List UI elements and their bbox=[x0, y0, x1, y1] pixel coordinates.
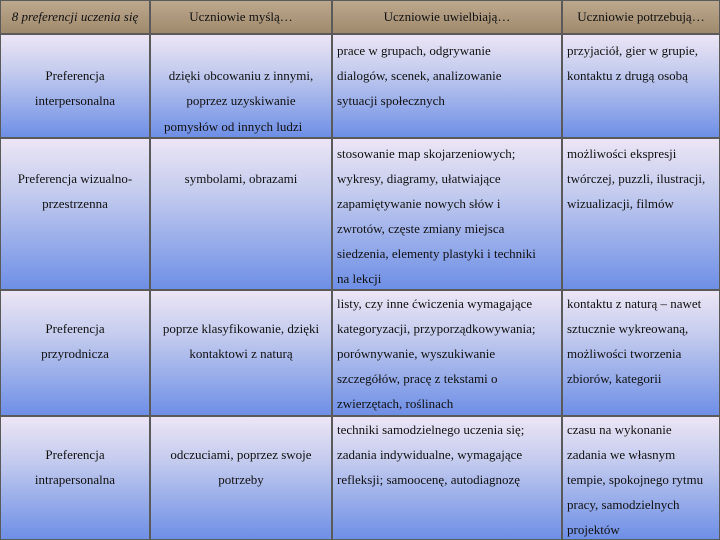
cell-line: techniki samodzielnego uczenia się; bbox=[337, 422, 525, 437]
cell-line: tempie, spokojnego rytmu bbox=[567, 472, 704, 487]
row-intrapersonal-love bbox=[332, 416, 562, 540]
cell-line: zbiorów, kategorii bbox=[567, 371, 662, 386]
cell-line: wykresy, diagramy, ułatwiające bbox=[337, 171, 501, 186]
cell-line: sztucznie wykreowaną, bbox=[567, 321, 689, 336]
row-intrapersonal-name bbox=[0, 416, 150, 540]
cell-line: zadania indywidualne, wymagające bbox=[337, 447, 523, 462]
cell-line: porównywanie, wyszukiwanie bbox=[337, 346, 496, 361]
cell-line: przyrodnicza bbox=[41, 346, 109, 361]
cell-line: stosowanie map skojarzeniowych; bbox=[337, 146, 516, 161]
header-label: Uczniowie myślą… bbox=[189, 9, 293, 24]
cell-line: Preferencja wizualno- bbox=[17, 171, 133, 186]
row-visual-spatial-think bbox=[150, 138, 332, 290]
header-cell-think bbox=[150, 0, 332, 34]
cell-line: odczuciami, poprzez swoje bbox=[170, 447, 312, 462]
header-label: Uczniowie potrzebują… bbox=[577, 9, 705, 24]
cell-line: możliwości ekspresji bbox=[567, 146, 677, 161]
cell-line: siedzenia, elementy plastyki i techniki bbox=[337, 246, 536, 261]
cell-line: twórczej, puzzli, ilustracji, bbox=[567, 171, 706, 186]
row-visual-spatial-need bbox=[562, 138, 720, 290]
cell-line: poprze klasyfikowanie, dzięki bbox=[162, 321, 320, 336]
cell-line: zwierzętach, roślinach bbox=[337, 396, 454, 411]
cell-line: czasu na wykonanie bbox=[567, 422, 672, 437]
header-cell-preferences bbox=[0, 0, 150, 34]
cell-line: zadania we własnym bbox=[567, 447, 676, 462]
cell-line: refleksji; samoocenę, autodiagnozę bbox=[337, 472, 521, 487]
cell-line: sytuacji społecznych bbox=[337, 93, 445, 108]
row-naturalist-love bbox=[332, 290, 562, 416]
cell-line: Preferencja bbox=[45, 68, 105, 83]
cell-line: możliwości tworzenia bbox=[567, 346, 682, 361]
cell-line: Preferencja bbox=[45, 447, 105, 462]
row-intrapersonal-think bbox=[150, 416, 332, 540]
row-interpersonal-name bbox=[0, 34, 150, 138]
cell-line: listy, czy inne ćwiczenia wymagające bbox=[337, 296, 533, 311]
cell-line: wizualizacji, filmów bbox=[567, 196, 674, 211]
cell-line: interpersonalna bbox=[34, 93, 116, 108]
cell-line: zapamiętywanie nowych słów i bbox=[337, 196, 501, 211]
cell-line: przestrzenna bbox=[42, 196, 108, 211]
overflow-text: pomysłów od innych ludzi bbox=[164, 119, 303, 134]
cell-line: kategoryzacji, przyporządkowywania; bbox=[337, 321, 536, 336]
row-visual-spatial-love bbox=[332, 138, 562, 290]
row-naturalist-need bbox=[562, 290, 720, 416]
cell-line: poprzez uzyskiwanie bbox=[186, 93, 296, 108]
row-intrapersonal-need bbox=[562, 416, 720, 540]
cell-line: intrapersonalna bbox=[34, 472, 116, 487]
header-label: Uczniowie uwielbiają… bbox=[383, 9, 511, 24]
row-interpersonal-love bbox=[332, 34, 562, 138]
cell-line: symbolami, obrazami bbox=[184, 171, 298, 186]
row-naturalist-think bbox=[150, 290, 332, 416]
cell-line: pracy, samodzielnych bbox=[567, 497, 680, 512]
header-label: 8 preferencji uczenia się bbox=[11, 9, 139, 24]
header-cell-love bbox=[332, 0, 562, 34]
cell-line: szczegółów, pracę z tekstami o bbox=[337, 371, 498, 386]
cell-line: potrzeby bbox=[218, 472, 264, 487]
header-cell-need bbox=[562, 0, 720, 34]
cell-line: dialogów, scenek, analizowanie bbox=[337, 68, 502, 83]
cell-line: na lekcji bbox=[337, 271, 382, 286]
row-visual-spatial-name bbox=[0, 138, 150, 290]
row-naturalist-name bbox=[0, 290, 150, 416]
cell-line: kontaktu z naturą – nawet bbox=[567, 296, 702, 311]
cell-line: zwrotów, częste zmiany miejsca bbox=[337, 221, 505, 236]
cell-line: dzięki obcowaniu z innymi, bbox=[168, 68, 314, 83]
cell-line: kontaktu z drugą osobą bbox=[567, 68, 688, 83]
cell-line: Preferencja bbox=[45, 321, 105, 336]
cell-line: prace w grupach, odgrywanie bbox=[337, 43, 491, 58]
cell-line: projektów bbox=[567, 522, 620, 537]
row-interpersonal-need bbox=[562, 34, 720, 138]
cell-line: przyjaciół, gier w grupie, bbox=[567, 43, 699, 58]
cell-line: kontaktowi z naturą bbox=[189, 346, 293, 361]
